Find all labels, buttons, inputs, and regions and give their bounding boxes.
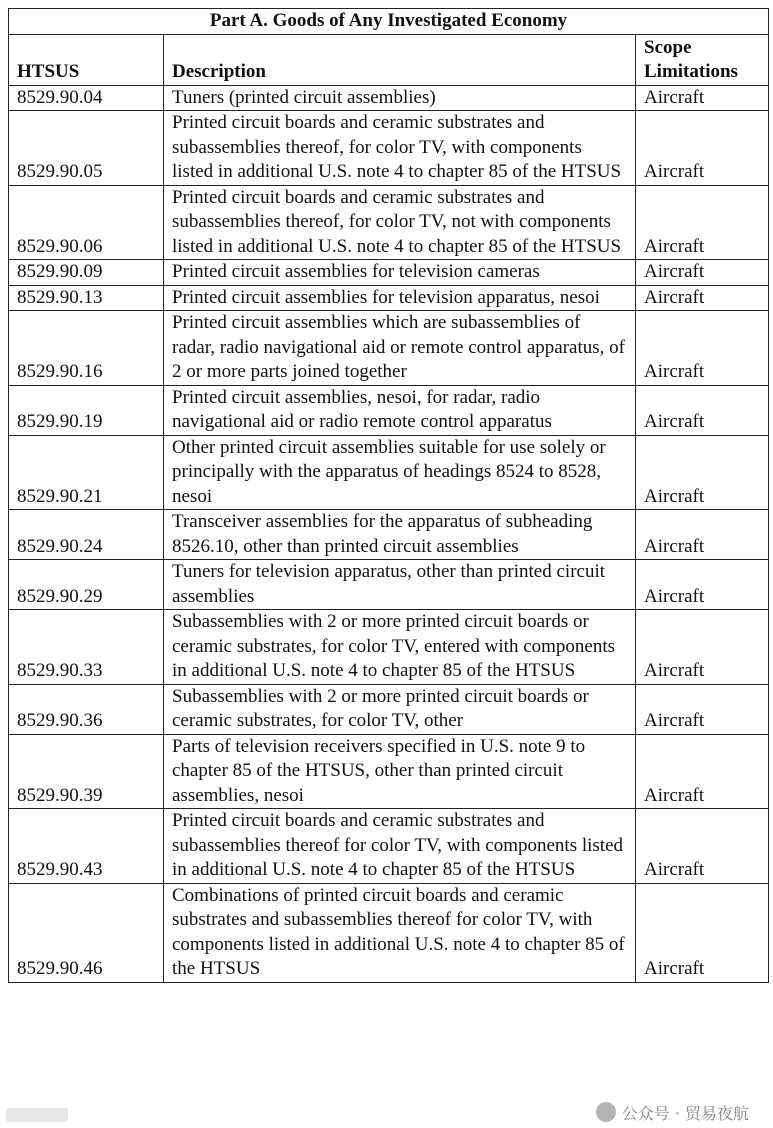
htsus-code-cell: 8529.90.24 bbox=[9, 510, 164, 560]
description-cell: Other printed circuit assemblies suitable for use solely or principally with the apparatus of headings 8524 to 8528, nesoi bbox=[164, 435, 636, 510]
scope-limitation-cell: Aircraft bbox=[636, 311, 769, 386]
scope-limitation-cell: Aircraft bbox=[636, 385, 769, 435]
scope-limitation-cell: Aircraft bbox=[636, 734, 769, 809]
table-row bbox=[9, 311, 769, 386]
table-row bbox=[9, 435, 769, 510]
htsus-code-cell: 8529.90.43 bbox=[9, 809, 164, 884]
scope-limitation-cell: Aircraft bbox=[636, 610, 769, 685]
table-row bbox=[9, 734, 769, 809]
htsus-code-cell: 8529.90.33 bbox=[9, 610, 164, 685]
scope-limitation-cell: Aircraft bbox=[636, 510, 769, 560]
table-row bbox=[9, 610, 769, 685]
description-cell: Printed circuit boards and ceramic substrates and subassemblies thereof for color TV, with components listed in additional U.S. note 4 to chapter 85 of the HTSUS bbox=[164, 809, 636, 884]
column-header-row bbox=[9, 34, 769, 85]
scope-limitation-cell: Aircraft bbox=[636, 285, 769, 311]
htsus-code-cell: 8529.90.13 bbox=[9, 285, 164, 311]
htsus-code-cell: 8529.90.06 bbox=[9, 185, 164, 260]
scope-limitation-cell: Aircraft bbox=[636, 85, 769, 111]
table-row bbox=[9, 684, 769, 734]
htsus-code-cell: 8529.90.16 bbox=[9, 311, 164, 386]
scope-limitation-cell: Aircraft bbox=[636, 111, 769, 186]
htsus-table bbox=[8, 8, 769, 983]
htsus-code-cell: 8529.90.36 bbox=[9, 684, 164, 734]
table-row bbox=[9, 111, 769, 186]
htsus-code-cell: 8529.90.39 bbox=[9, 734, 164, 809]
description-cell: Printed circuit assemblies for television apparatus, nesoi bbox=[164, 285, 636, 311]
htsus-code-cell: 8529.90.21 bbox=[9, 435, 164, 510]
table-row bbox=[9, 185, 769, 260]
watermark-left-blur bbox=[6, 1108, 68, 1122]
header-scope-limitations: Scope Limitations bbox=[636, 34, 769, 85]
description-cell: Tuners (printed circuit assemblies) bbox=[164, 85, 636, 111]
scope-limitation-cell: Aircraft bbox=[636, 809, 769, 884]
description-cell: Printed circuit assemblies, nesoi, for radar, radio navigational aid or radio remote control apparatus bbox=[164, 385, 636, 435]
header-description: Description bbox=[164, 34, 636, 85]
scope-limitation-cell: Aircraft bbox=[636, 560, 769, 610]
description-cell: Printed circuit boards and ceramic substrates and subassemblies thereof, for color TV, with components listed in additional U.S. note 4 to chapter 85 of the HTSUS bbox=[164, 111, 636, 186]
table-row bbox=[9, 85, 769, 111]
scope-limitation-cell: Aircraft bbox=[636, 185, 769, 260]
table-row bbox=[9, 385, 769, 435]
watermark-text: 公众号 · 贸易夜航 bbox=[621, 1103, 749, 1123]
description-cell: Printed circuit boards and ceramic substrates and subassemblies thereof, for color TV, not with components listed in additional U.S. note 4 to chapter 85 of the HTSUS bbox=[164, 185, 636, 260]
table-row bbox=[9, 285, 769, 311]
watermark bbox=[596, 1100, 749, 1124]
description-cell: Transceiver assemblies for the apparatus of subheading 8526.10, other than printed circuit assemblies bbox=[164, 510, 636, 560]
description-cell: Printed circuit assemblies which are subassemblies of radar, radio navigational aid or remote control apparatus, of 2 or more parts joined together bbox=[164, 311, 636, 386]
description-cell: Subassemblies with 2 or more printed circuit boards or ceramic substrates, for color TV, entered with components in additional U.S. note 4 to chapter 85 of the HTSUS bbox=[164, 610, 636, 685]
htsus-code-cell: 8529.90.29 bbox=[9, 560, 164, 610]
htsus-code-cell: 8529.90.05 bbox=[9, 111, 164, 186]
scope-limitation-cell: Aircraft bbox=[636, 684, 769, 734]
table-row bbox=[9, 510, 769, 560]
htsus-code-cell: 8529.90.46 bbox=[9, 883, 164, 982]
table-row bbox=[9, 560, 769, 610]
table-row bbox=[9, 883, 769, 982]
htsus-code-cell: 8529.90.04 bbox=[9, 85, 164, 111]
scope-limitation-cell: Aircraft bbox=[636, 260, 769, 286]
description-cell: Tuners for television apparatus, other than printed circuit assemblies bbox=[164, 560, 636, 610]
wechat-icon bbox=[596, 1102, 616, 1122]
header-htsus: HTSUS bbox=[9, 34, 164, 85]
part-title: Part A. Goods of Any Investigated Economy bbox=[9, 9, 769, 35]
description-cell: Parts of television receivers specified in U.S. note 9 to chapter 85 of the HTSUS, other than printed circuit assemblies, nesoi bbox=[164, 734, 636, 809]
description-cell: Printed circuit assemblies for television cameras bbox=[164, 260, 636, 286]
scope-limitation-cell: Aircraft bbox=[636, 883, 769, 982]
description-cell: Combinations of printed circuit boards and ceramic substrates and subassemblies thereof for color TV, with components listed in additional U.S. note 4 to chapter 85 of the HTSUS bbox=[164, 883, 636, 982]
htsus-code-cell: 8529.90.09 bbox=[9, 260, 164, 286]
table-row bbox=[9, 260, 769, 286]
description-cell: Subassemblies with 2 or more printed circuit boards or ceramic substrates, for color TV, other bbox=[164, 684, 636, 734]
scope-limitation-cell: Aircraft bbox=[636, 435, 769, 510]
htsus-code-cell: 8529.90.19 bbox=[9, 385, 164, 435]
table-row bbox=[9, 809, 769, 884]
